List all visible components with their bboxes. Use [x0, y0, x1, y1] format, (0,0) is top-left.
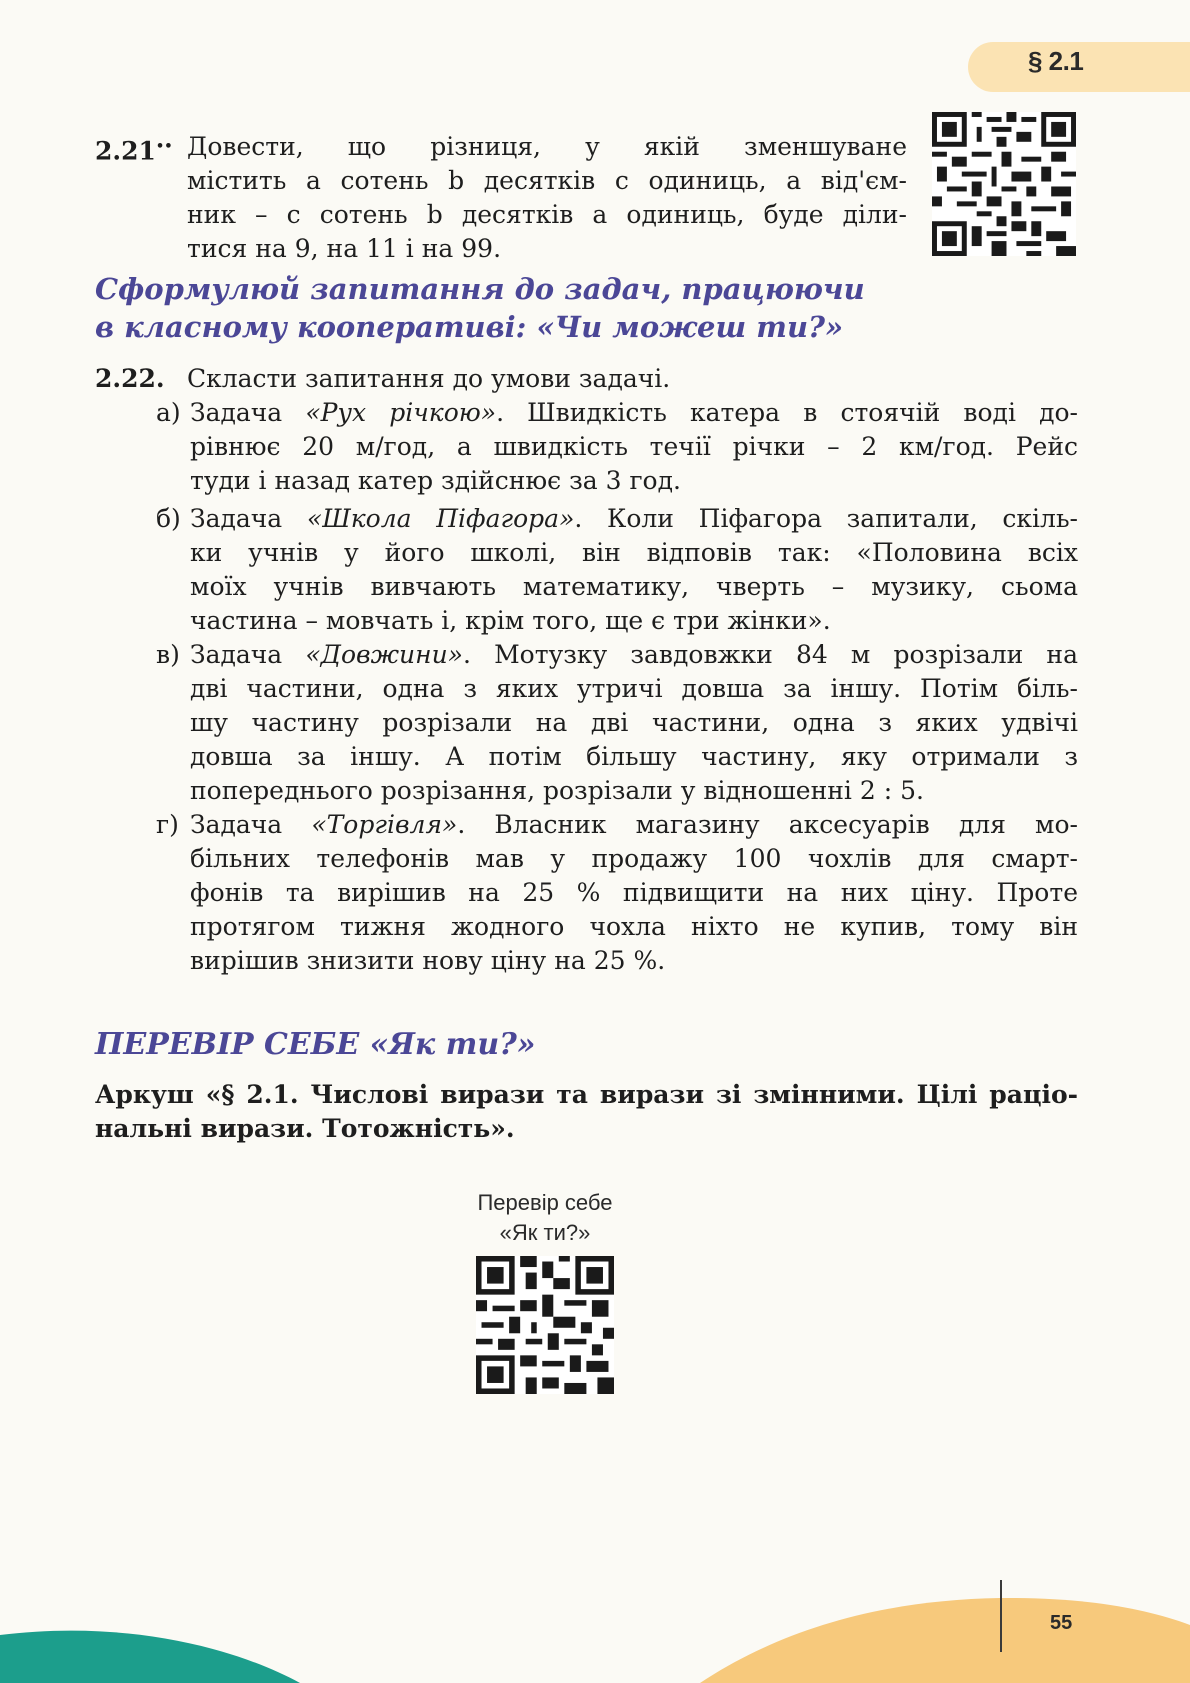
- item-b-text: [190, 502, 1078, 638]
- page-number-separator: [1000, 1580, 1002, 1652]
- text-line: дві частини, одна з яких утричі довша за іншу. Потім біль-: [190, 674, 1078, 703]
- item-label-v: в): [156, 640, 180, 669]
- task-2-21-number: [95, 130, 173, 168]
- section-label: § 2.1: [1028, 46, 1084, 76]
- text-line: шу частину розрізали на дві частини, одна з яких удвічі: [190, 708, 1078, 737]
- text-line: Довести, що різниця, у якій зменшуване: [187, 132, 907, 161]
- qr-caption-line-1: Перевір себе: [477, 1190, 613, 1215]
- text-line: фонів та вирішив на 25 % підвищити на них ціну. Проте: [190, 878, 1078, 907]
- text-line: протягом тижня жодного чохла ніхто не купив, тому він: [190, 912, 1078, 941]
- item-label-g: г): [156, 810, 179, 839]
- qr-caption-line-2: «Як ти?»: [499, 1220, 591, 1245]
- text-line: більних телефонів мав у продажу 100 чохлів для смарт-: [190, 844, 1078, 873]
- text-line: довша за іншу. А потім більшу частину, яку отримали з: [190, 742, 1078, 771]
- text-line: нальні вирази. Тотожність».: [95, 1114, 515, 1143]
- text-line: попереднього розрізання, розрізали у відношенні 2 : 5.: [190, 776, 924, 805]
- task-title: «Довжини»: [305, 640, 463, 669]
- text-line: частина – мовчать і, крім того, ще є три жінки».: [190, 606, 831, 635]
- text-line: вирішив знизити нову ціну на 25 %.: [190, 946, 666, 975]
- task-title: «Школа Піфагора»: [306, 504, 575, 533]
- item-v-text: [190, 638, 1078, 808]
- text-line: Задача «Рух річкою». Швидкість катера в стоячій воді до-: [190, 398, 1078, 427]
- item-a-text: [190, 396, 1078, 498]
- page-number: 55: [1050, 1612, 1073, 1634]
- text-line: Аркуш «§ 2.1. Числові вирази та вирази зі змінними. Цілі раціо-: [95, 1080, 1078, 1109]
- text-line: ки учнів у його школі, він відповів так: «Половина всіх: [190, 538, 1078, 567]
- item-label-a: а): [156, 398, 181, 427]
- cooperative-heading-line-2: в класному кооперативі: «Чи можеш ти?»: [95, 310, 844, 344]
- text-line: моїх учнів вивчають математику, чверть – музику, сьома: [190, 572, 1078, 601]
- task-title: «Рух річкою»: [305, 398, 497, 427]
- text-line: Задача «Торгівля». Власник магазину аксесуарів для мо-: [190, 810, 1078, 839]
- self-check-heading: ПЕРЕВІР СЕБЕ «Як ти?»: [95, 1027, 536, 1062]
- text-line: рівнює 20 м/год, а швидкість течії річки – 2 км/год. Рейс: [190, 432, 1078, 461]
- self-check-sheet: [95, 1078, 1078, 1146]
- item-g-text: [190, 808, 1078, 978]
- task-2-21-text: [187, 130, 907, 266]
- cooperative-heading-line-1: Сформулюй запитання до задач, працюючи: [95, 272, 865, 306]
- difficulty-marker: ••: [155, 139, 173, 154]
- qr-code-icon[interactable]: [476, 1256, 614, 1394]
- task-2-22-intro: Скласти запитання до умови задачі.: [187, 364, 671, 393]
- text-line: туди і назад катер здійснює за 3 год.: [190, 466, 681, 495]
- footer-decoration: [0, 1540, 1190, 1683]
- text-line: Задача «Школа Піфагора». Коли Піфагора запитали, скіль-: [190, 504, 1078, 533]
- text-line: Задача «Довжини». Мотузку завдовжки 84 м розрізали на: [190, 640, 1078, 669]
- text-line: містить a сотень b десятків c одиниць, а від'єм-: [187, 166, 907, 195]
- item-label-b: б): [156, 504, 181, 533]
- text-line: тися на 9, на 11 і на 99.: [187, 234, 502, 263]
- task-number: 2.21: [95, 136, 156, 166]
- task-2-22-number: 2.22.: [95, 364, 165, 393]
- task-title: «Торгівля»: [311, 810, 458, 839]
- qr-code-icon[interactable]: [932, 112, 1076, 256]
- text-line: ник – c сотень b десятків a одиниць, буде діли-: [187, 200, 907, 229]
